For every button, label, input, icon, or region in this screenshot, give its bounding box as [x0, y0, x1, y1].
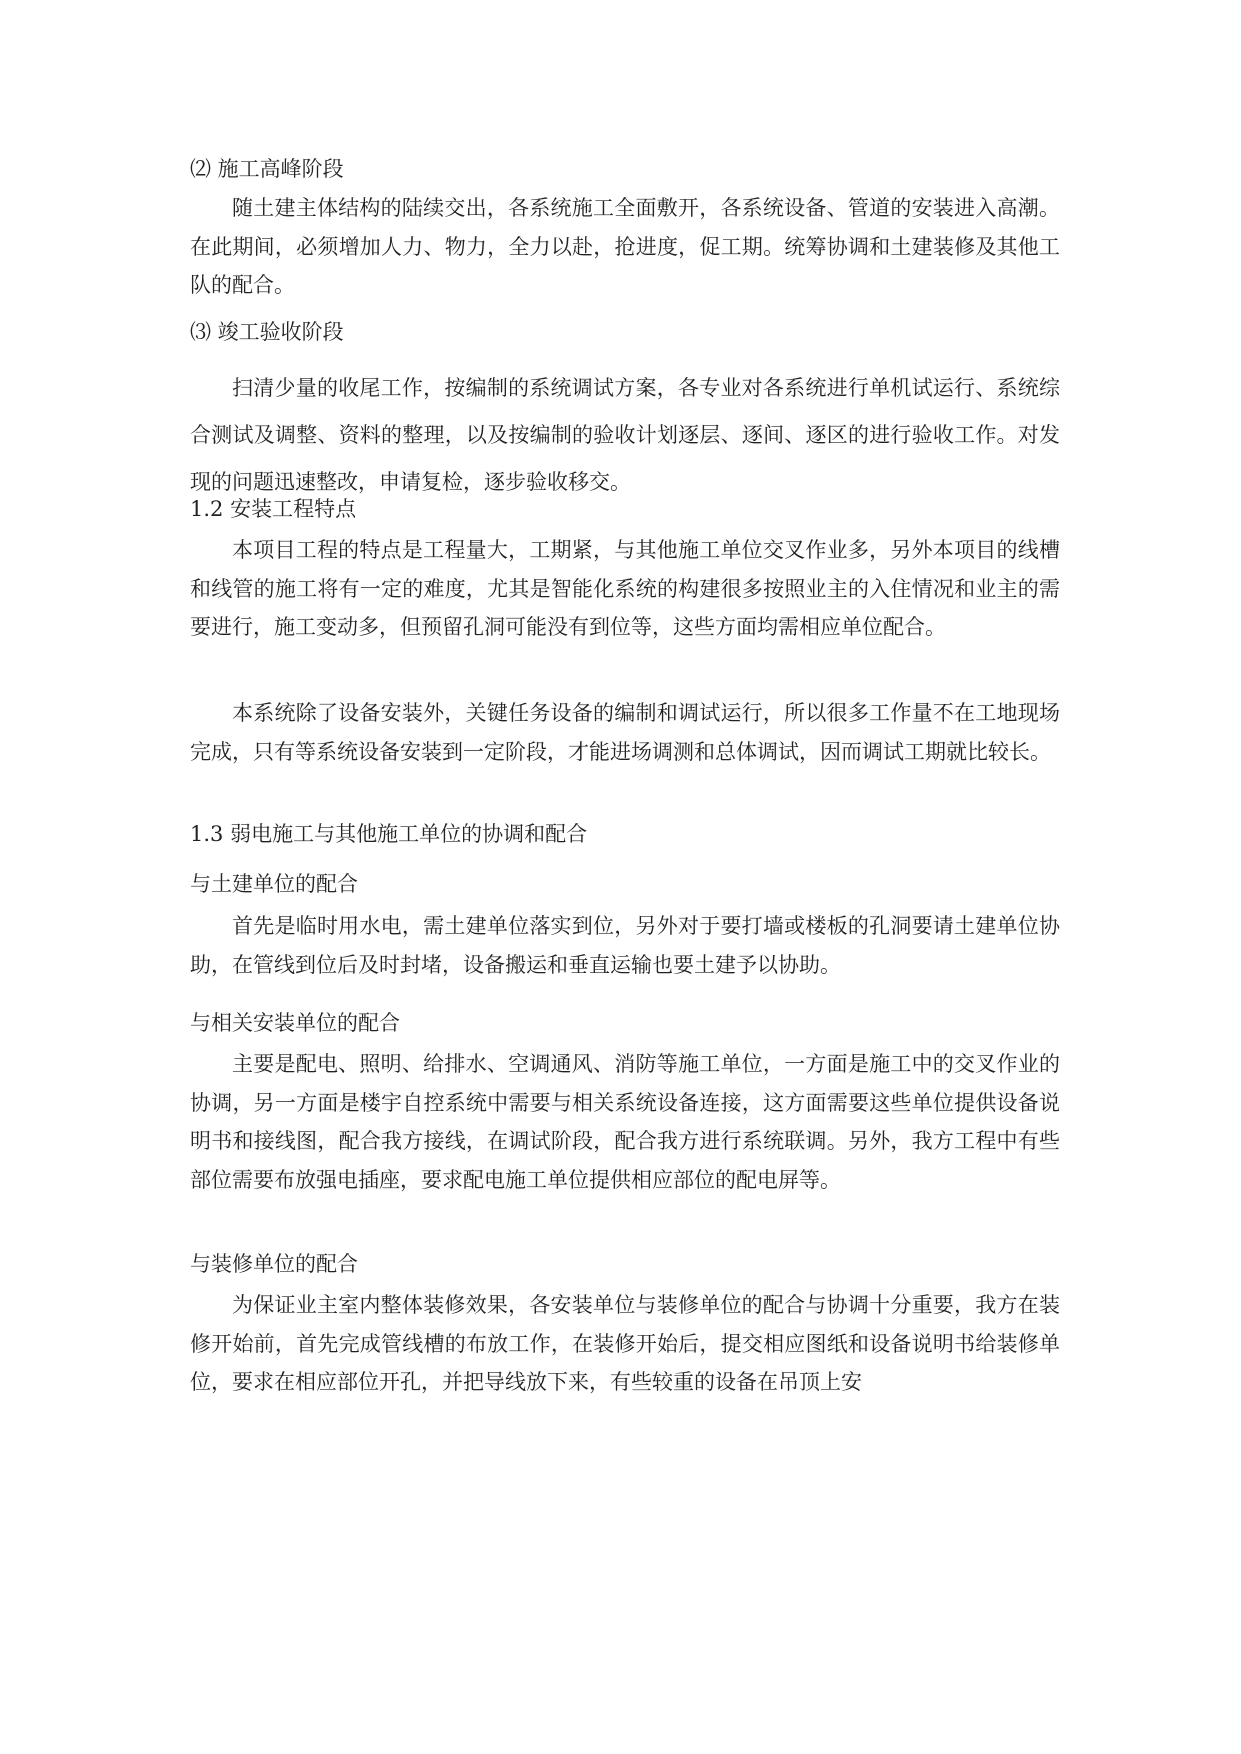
- section-heading-peak-phase: ⑵ 施工高峰阶段: [190, 157, 344, 181]
- paragraph-peak-phase: 随土建主体结构的陆续交出，各系统施工全面敷开，各系统设备、管道的安装进入高潮。在此期间，必须增加人力、物力，全力以赴，抢进度，促工期。统筹协调和土建装修及其他工队的配合。: [190, 196, 1060, 297]
- paragraph-installation-coordination: 主要是配电、照明、给排水、空调通风、消防等施工单位，一方面是施工中的交叉作业的协调，另一方面是楼宇自控系统中需要与相关系统设备连接，这方面需要这些单位提供设备说明书和接线图，配合我方接线，在调试阶段，配合我方进行系统联调。另外，我方工程中有些部位需要布放强电插座，要求配电施工单位提供相应部位的配电屏等。: [190, 1052, 1060, 1192]
- subheading-decoration-coordination: 与装修单位的配合: [190, 1252, 358, 1276]
- section-heading-acceptance-phase: ⑶ 竣工验收阶段: [190, 320, 344, 344]
- paragraph-installation-features: 本项目工程的特点是工程量大，工期紧，与其他施工单位交叉作业多，另外本项目的线槽和线管的施工将有一定的难度，尤其是智能化系统的构建很多按照业主的入住情况和业主的需要进行，施工变动多，但预留孔洞可能没有到位等，这些方面均需相应单位配合。: [190, 538, 1060, 639]
- paragraph-civil-coordination: 首先是临时用水电，需土建单位落实到位，另外对于要打墙或楼板的孔洞要请土建单位协助，在管线到位后及时封堵，设备搬运和垂直运输也要土建予以协助。: [190, 914, 1060, 977]
- paragraph-decoration-coordination: 为保证业主室内整体装修效果，各安装单位与装修单位的配合与协调十分重要，我方在装修开始前，首先完成管线槽的布放工作，在装修开始后，提交相应图纸和设备说明书给装修单位，要求在相应部位开孔，并把导线放下来，有些较重的设备在吊顶上安: [190, 1293, 1060, 1394]
- subheading-civil-coordination: 与土建单位的配合: [190, 872, 358, 896]
- paragraph-acceptance-phase: 扫清少量的收尾工作，按编制的系统调试方案，各专业对各系统进行单机试运行、系统综合测试及调整、资料的整理，以及按编制的验收计划逐层、逐间、逐区的进行验收工作。对发现的问题迅速整改，申请复检，逐步验收移交。: [190, 376, 1060, 494]
- section-heading-1-3: 1.3 弱电施工与其他施工单位的协调和配合: [190, 822, 588, 846]
- subheading-installation-coordination: 与相关安装单位的配合: [190, 1011, 400, 1035]
- section-heading-1-2: 1.2 安装工程特点: [190, 497, 357, 521]
- paragraph-system-debugging: 本系统除了设备安装外，关键任务设备的编制和调试运行，所以很多工作量不在工地现场完成，只有等系统设备安装到一定阶段，才能进场调测和总体调试，因而调试工期就比较长。: [190, 701, 1060, 764]
